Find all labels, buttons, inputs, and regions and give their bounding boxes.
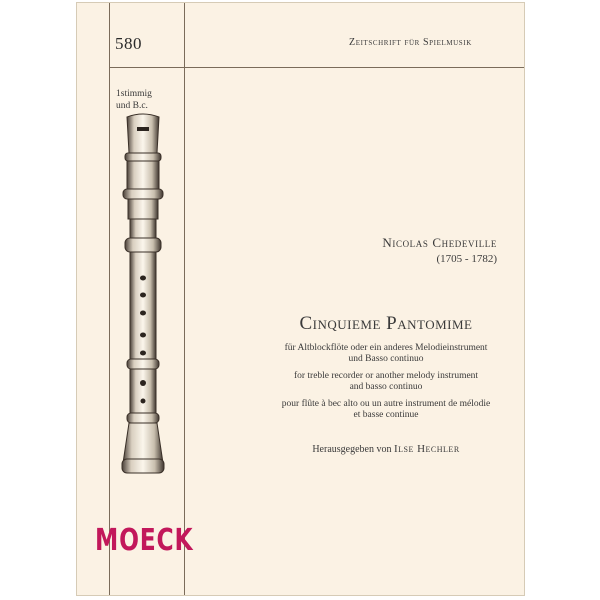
subtitle-german-line-1: für Altblockflöte oder ein anderes Melodieinstrument [284, 343, 488, 353]
subtitle-english-line-2: and basso continuo [349, 382, 423, 392]
right-rule [184, 3, 185, 595]
recorder-icon [105, 113, 181, 493]
scoring-line-1: 1stimmig [116, 89, 152, 99]
header-rule [109, 67, 525, 68]
scoring-note [116, 88, 152, 112]
score-cover [76, 2, 525, 596]
work-title: Cinquieme Pantomime [299, 313, 473, 334]
series-number: 580 [115, 34, 142, 53]
series-title: Zeitschrift für Spielmusik [349, 37, 472, 48]
subtitle-french-line-2: et basse continue [353, 410, 419, 420]
subtitle-english [261, 371, 511, 393]
subtitle-german [261, 343, 511, 365]
editor-credit [261, 443, 511, 455]
composer-dates: (1705 - 1782) [436, 253, 497, 265]
work-title-block [261, 313, 511, 427]
composer-block [267, 235, 497, 265]
publisher-logo: MOECK [95, 523, 194, 558]
subtitle-french [261, 399, 511, 421]
subtitle-french-line-1: pour flûte à bec alto ou un autre instrument de mélodie [281, 399, 491, 409]
subtitle-german-line-2: und Basso continuo [348, 354, 424, 364]
subtitle-english-line-1: for treble recorder or another melody instrument [293, 371, 479, 381]
editor-name: Ilse Hechler [393, 443, 460, 455]
editor-prefix: Herausgegeben von [312, 444, 392, 455]
composer-name: Nicolas Chedeville [382, 235, 497, 250]
scoring-line-2: und B.c. [116, 101, 148, 111]
